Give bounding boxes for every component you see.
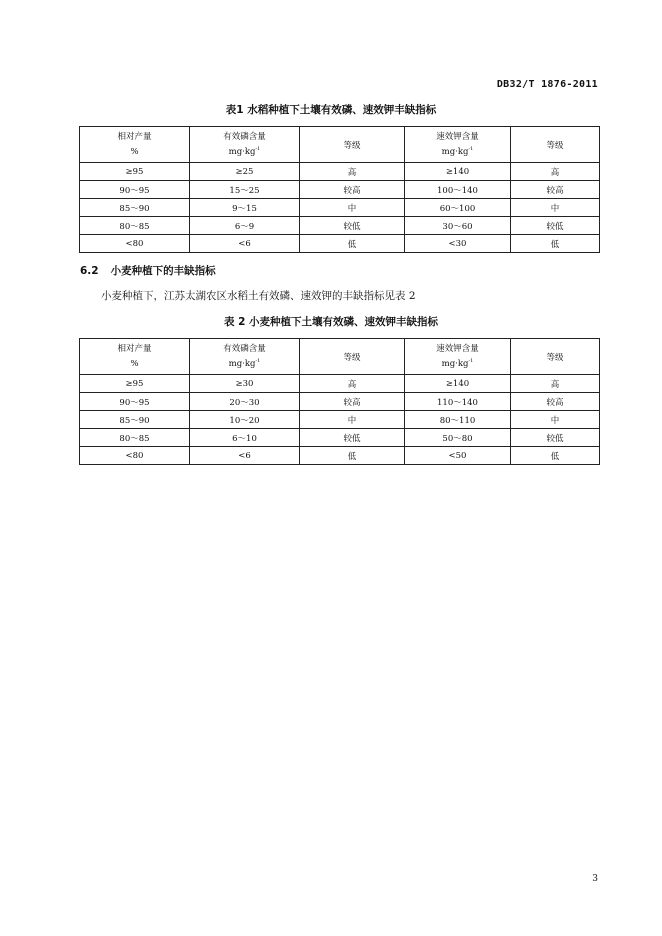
table1-header-row	[80, 127, 600, 163]
table-cell: 100～140	[405, 181, 511, 199]
table-cell: 较低	[300, 217, 405, 235]
table-cell: 较低	[511, 217, 600, 235]
table-cell: 80～110	[405, 411, 511, 429]
header-label: 相对产量	[117, 343, 152, 354]
table-cell: 高	[300, 375, 405, 393]
table1-header-grade-k: 等级	[511, 127, 600, 163]
table-cell: 中	[511, 199, 600, 217]
table-cell: ≥95	[80, 163, 190, 181]
table-cell: 90～95	[80, 393, 190, 411]
table-cell: 中	[300, 199, 405, 217]
table1-header-grade-p: 等级	[300, 127, 405, 163]
table-cell: 50～80	[405, 429, 511, 447]
table-row	[80, 235, 600, 253]
header-label: 速效钾含量	[436, 131, 479, 142]
table-cell: 6～9	[190, 217, 300, 235]
table2	[79, 338, 600, 465]
table1-title: 表1 水稻种植下土壤有效磷、速效钾丰缺指标	[225, 104, 437, 116]
table2-header-relative-yield	[80, 339, 190, 375]
table-row	[80, 375, 600, 393]
table-cell: <30	[405, 235, 511, 253]
table1-header-relative-yield	[80, 127, 190, 163]
section-paragraph: 小麦种植下，江苏太湖农区水稻土有效磷、速效钾的丰缺指标见表 2	[101, 290, 416, 302]
standard-code: DB32/T 1876-2011	[496, 79, 598, 90]
table1-header-available-k	[405, 127, 511, 163]
table-row	[80, 411, 600, 429]
table-cell: 10～20	[190, 411, 300, 429]
header-label: 有效磷含量	[223, 131, 266, 142]
table-cell: 低	[300, 235, 405, 253]
page-number: 3	[592, 874, 598, 884]
table-cell: 80～85	[80, 217, 190, 235]
table-cell: 110～140	[405, 393, 511, 411]
header-unit-line	[405, 145, 510, 160]
section-heading	[80, 263, 216, 278]
table-cell: 80～85	[80, 429, 190, 447]
table2-header-row	[80, 339, 600, 375]
table-row	[80, 181, 600, 199]
section-title: 小麦种植下的丰缺指标	[110, 265, 216, 277]
table-cell: 15～25	[190, 181, 300, 199]
table-cell: 较高	[511, 181, 600, 199]
header-label: 有效磷含量	[223, 343, 266, 354]
table-cell: <80	[80, 235, 190, 253]
table-cell: 较高	[300, 181, 405, 199]
header-label: 相对产量	[117, 131, 152, 142]
table2-header-grade-p: 等级	[300, 339, 405, 375]
table-cell: 9～15	[190, 199, 300, 217]
table2-header-grade-k: 等级	[511, 339, 600, 375]
table-cell: ≥140	[405, 375, 511, 393]
table1-header-available-p	[190, 127, 300, 163]
header-unit: mg·kg	[228, 146, 256, 157]
header-unit-exponent: -1	[255, 357, 261, 364]
table-cell: 高	[511, 375, 600, 393]
header-unit-line	[405, 357, 510, 372]
table2-title: 表 2 小麦种植下土壤有效磷、速效钾丰缺指标	[223, 316, 439, 328]
table-cell: 较低	[300, 429, 405, 447]
table-cell: ≥140	[405, 163, 511, 181]
table-cell: 中	[511, 411, 600, 429]
table-cell: ≥25	[190, 163, 300, 181]
header-unit: mg·kg	[441, 358, 469, 369]
table-row	[80, 199, 600, 217]
header-unit-line	[190, 357, 299, 372]
table-row	[80, 429, 600, 447]
table-cell: 60～100	[405, 199, 511, 217]
header-unit-exponent: -1	[468, 357, 474, 364]
table-cell: 较高	[300, 393, 405, 411]
table-cell: 高	[300, 163, 405, 181]
header-unit: %	[130, 146, 139, 157]
table-cell: 低	[300, 447, 405, 465]
header-unit-exponent: -1	[255, 145, 261, 152]
table-cell: 低	[511, 235, 600, 253]
table-cell: 较高	[511, 393, 600, 411]
table-cell: ≥95	[80, 375, 190, 393]
table-row	[80, 447, 600, 465]
table-cell: 85～90	[80, 411, 190, 429]
table-cell: <50	[405, 447, 511, 465]
table-row	[80, 163, 600, 181]
table2-header-available-k	[405, 339, 511, 375]
header-unit: %	[130, 358, 139, 369]
table-cell: <80	[80, 447, 190, 465]
table1	[79, 126, 600, 253]
table-row	[80, 393, 600, 411]
table-cell: 90～95	[80, 181, 190, 199]
table-cell: 6～10	[190, 429, 300, 447]
table-cell: 20～30	[190, 393, 300, 411]
table2-header-available-p	[190, 339, 300, 375]
table-cell: ≥30	[190, 375, 300, 393]
table-cell: 较低	[511, 429, 600, 447]
table-cell: 85～90	[80, 199, 190, 217]
table-cell: 高	[511, 163, 600, 181]
section-number: 6.2	[80, 265, 99, 277]
table-cell: <6	[190, 447, 300, 465]
header-unit: mg·kg	[441, 146, 469, 157]
header-unit: mg·kg	[228, 358, 256, 369]
header-label: 速效钾含量	[436, 343, 479, 354]
table-cell: 30～60	[405, 217, 511, 235]
table-cell: 中	[300, 411, 405, 429]
table-cell: 低	[511, 447, 600, 465]
table-cell: <6	[190, 235, 300, 253]
header-unit-exponent: -1	[468, 145, 474, 152]
header-unit-line	[190, 145, 299, 160]
table-row	[80, 217, 600, 235]
